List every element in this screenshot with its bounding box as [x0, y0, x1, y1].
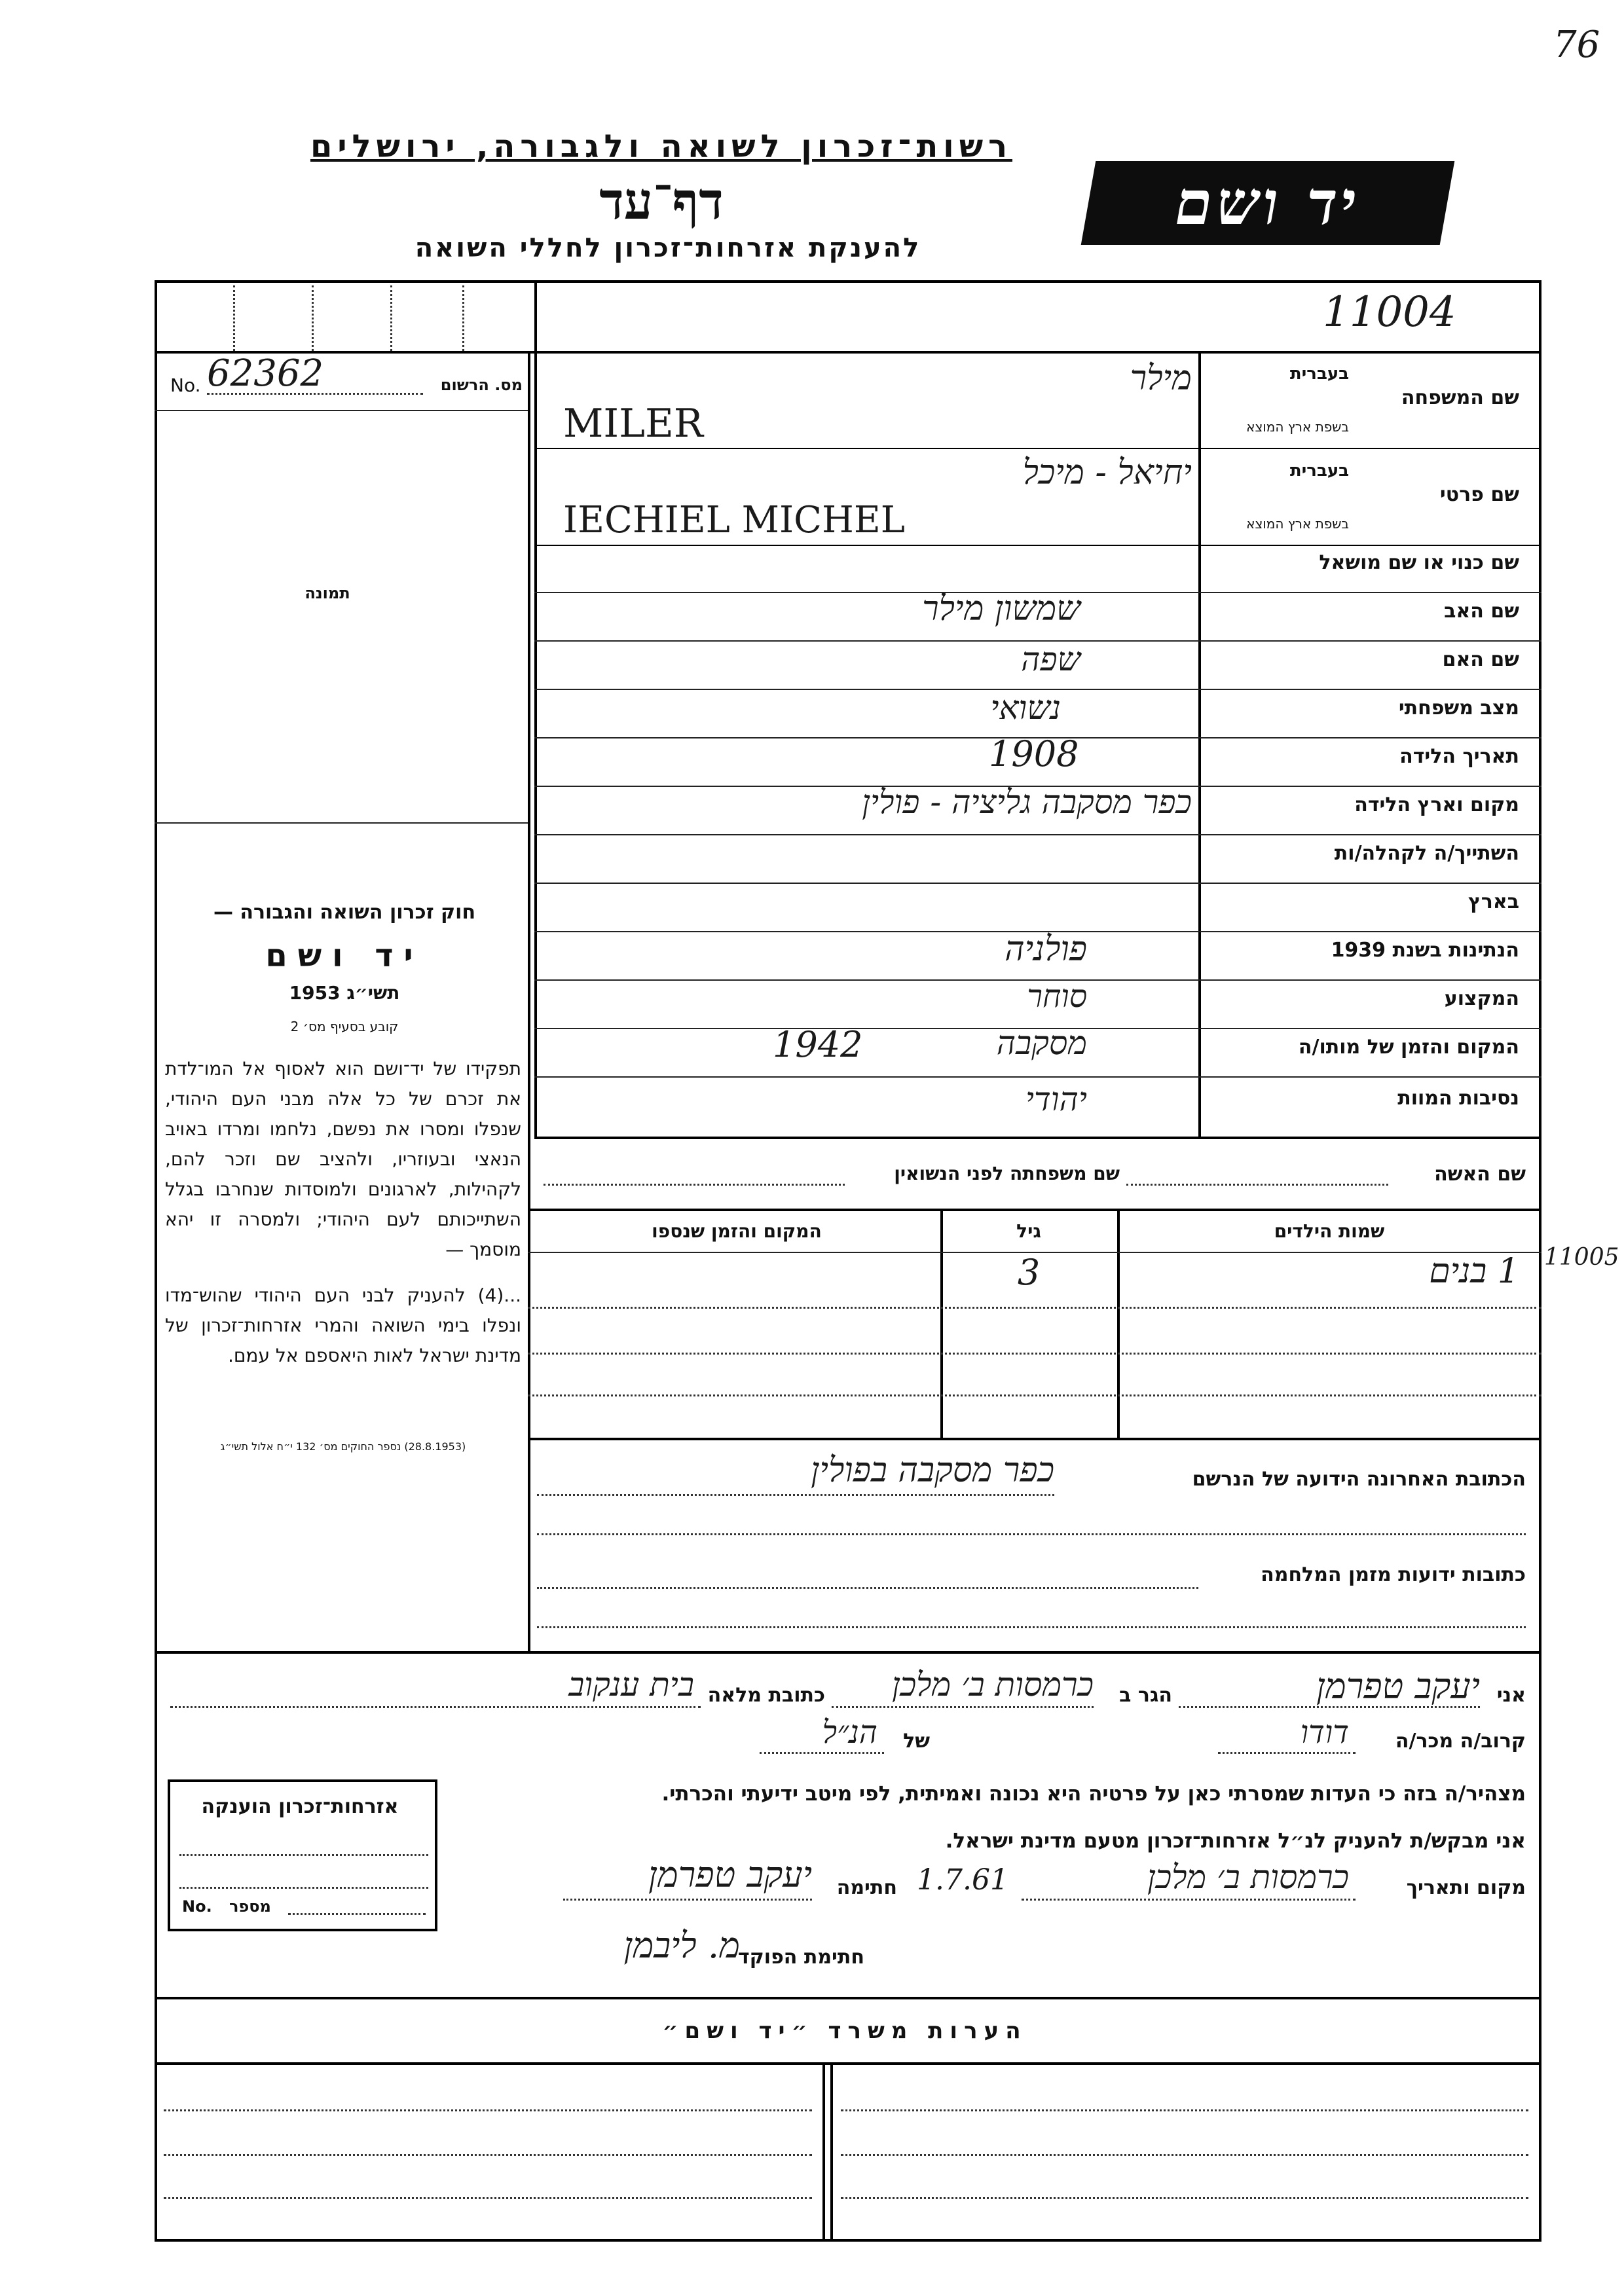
law-reference: (28.8.1953) נספר החוקים מס׳ 132 י״ח אלול תשי״ג [220, 1440, 466, 1453]
birth-date-label: תאריך הלידה [1399, 745, 1519, 768]
signature-label: חתימה [836, 1876, 897, 1899]
full-address-label: כתובת מלאה [707, 1684, 825, 1707]
family-name-native-value[interactable]: MILER [563, 401, 703, 446]
page-corner-number: 76 [1553, 24, 1600, 66]
death-circumstances-value[interactable]: יהודי [1025, 1080, 1087, 1118]
registration-label: מס. הרשום [440, 376, 523, 394]
place-date-label: מקום ותאריך [1406, 1876, 1526, 1899]
first-name-hebrew-value[interactable]: יחיאל - מיכל [1022, 453, 1192, 492]
law-year: תשי״ג 1953 [289, 982, 400, 1004]
relation-label: קרוב/ה מכר/ה [1395, 1730, 1526, 1753]
authority-heading: רשות־זכרון לשואה ולגבורה, ירושלים [310, 128, 1013, 165]
logo-text: יד ושם [1169, 168, 1367, 238]
declaration-line: מצהיר/ה בזה כי העדות שמסרתי כאן על פרטיה היא נכונה ואמיתית, לפי מיטב ידיעתי והכרתי. [661, 1782, 1526, 1806]
form-subtitle: להענקת אזרחות־זכרון לחללי השואה [415, 233, 921, 263]
of-value[interactable]: הנ״ל [822, 1714, 877, 1751]
law-name: יד ושם [265, 938, 424, 974]
mother-name-label: שם האם [1442, 648, 1519, 671]
citizenship-1939-value[interactable]: פולניה [1005, 930, 1087, 969]
birth-date-value[interactable]: 1908 [989, 733, 1079, 774]
family-name-native-sublabel: בשפת ארץ המוצא [1246, 419, 1349, 435]
form-title: דף־עד [599, 172, 724, 231]
family-name-hebrew-value[interactable]: מילר [1130, 359, 1192, 398]
profession-value[interactable]: סוחר [1027, 978, 1087, 1015]
relation-value[interactable]: דודו [1300, 1714, 1349, 1751]
children-names-header: שמות הילדים [1274, 1220, 1385, 1242]
registration-no-prefix: No. [170, 374, 201, 396]
death-year-value[interactable]: 1942 [773, 1024, 863, 1065]
citizenship-1939-label: הנתינות בשנת 1939 [1331, 939, 1519, 962]
declarant-i-label: אני [1496, 1684, 1526, 1707]
registration-number[interactable]: 62362 [207, 352, 324, 395]
father-name-value[interactable]: שמשון מילר [922, 589, 1080, 629]
birth-place-value[interactable]: כפר מסקבה גליציה - פולין [862, 783, 1192, 821]
in-country-label: בארץ [1467, 890, 1519, 913]
last-address-label: הכתובת האחרונה הידועה של הנרשם [1192, 1468, 1526, 1491]
father-name-label: שם האב [1444, 600, 1519, 623]
of-label: של [903, 1730, 930, 1753]
first-name-hebrew-sublabel: בעברית [1289, 461, 1349, 481]
date-value[interactable]: 1.7.61 [917, 1863, 1008, 1897]
mother-name-value[interactable]: שפה [1021, 640, 1080, 678]
first-name-label: שם פרטי [1439, 483, 1519, 506]
children-age-header: גיל [1016, 1220, 1041, 1242]
death-place-time-label: המקום והזמן של מותו/ה [1298, 1036, 1519, 1059]
birth-place-label: מקום וארץ הלידה [1354, 793, 1519, 816]
children-place-header: המקום והזמן שנספו [652, 1220, 822, 1242]
law-paragraph-2: ...(4) להעניק לבני העם היהודי שהוש־מדו ונפלו בימי השואה והמרי אזרחות־זכרון של מדינת ישראל לאות היאספם אל עמם. [165, 1285, 521, 1366]
request-line: אני מבקש/ת להעניק לנ״ל אזרחות־זכרון מטעם מדינת ישראל. [945, 1829, 1526, 1853]
top-handwritten-number: 11004 [1323, 288, 1456, 337]
signature-value[interactable]: יעקב טפרמן [648, 1854, 812, 1895]
full-address-value[interactable]: בית ענקוב [568, 1666, 694, 1704]
children-margin-number: 11005 [1544, 1244, 1619, 1271]
wife-name-label: שם האשה [1434, 1163, 1526, 1186]
communities-label: השתייך/ה לקהלה/ות [1334, 842, 1519, 865]
marital-status-label: מצב משפחתי [1398, 697, 1519, 720]
child-age-cell[interactable]: 3 [1017, 1252, 1041, 1293]
office-notes-title: הערות משרד ״יד ושם״ [662, 2018, 1027, 2044]
law-title: חוק זכרון השואה והגבורה — [213, 901, 476, 924]
resides-value[interactable]: כרמסות ב׳ מלכן [891, 1666, 1094, 1704]
citizenship-box-title: אזרחות־זכרון הוענקה [201, 1795, 399, 1818]
photo-label: תמונה [304, 584, 350, 602]
child-name-cell[interactable]: 1 בנים [1429, 1252, 1519, 1291]
first-name-native-value[interactable]: IECHIEL MICHEL [563, 499, 905, 541]
yad-vashem-logo [1081, 161, 1455, 245]
law-clause: קובע בסעיף מס׳ 2 [290, 1019, 399, 1034]
declarant-name-value[interactable]: יעקב טפרמן [1316, 1666, 1480, 1707]
family-name-hebrew-sublabel: בעברית [1289, 364, 1349, 384]
officer-signature-label: חתימת הפוקד [738, 1946, 864, 1969]
profession-label: המקצוע [1444, 987, 1519, 1010]
officer-signature-value[interactable]: מ. ליבמן [623, 1925, 740, 1966]
marital-status-value[interactable]: נשואי [990, 689, 1061, 727]
wartime-address-label: כתובות ידועות מזמן המלחמה [1261, 1563, 1526, 1586]
citizenship-box-no-label-he: מספר [229, 1897, 271, 1916]
last-address-value[interactable]: כפר מסקבה בפולין [811, 1451, 1054, 1490]
nickname-label: שם כנוי או שם מושאל [1319, 551, 1519, 574]
death-place-value[interactable]: מסקבה [996, 1024, 1087, 1062]
citizenship-box-no-label: No. [182, 1897, 212, 1916]
wife-maiden-name-label: שם משפחתה לפני הנשואין [894, 1163, 1120, 1184]
place-date-value[interactable]: כרמסות ב׳ מלכן [1147, 1858, 1349, 1896]
first-name-native-sublabel: בשפת ארץ המוצא [1246, 516, 1349, 532]
law-paragraph-1: תפקידו של יד־ושם הוא לאסוף אל המו־לדת את זכרם של כל אלה מבני העם היהודי, שנפלו ומסרו את נפשם, נלחמו ומרדו באויב הנאצי ובעוזריו, ולהציב שם וזכר להם, לקהילות, לארגונים ולמוסדות שנחרבו בגלל השתייכותם לעם היהודי; ולמסרה זו יהא מוסמך — [165, 1058, 521, 1260]
death-circumstances-label: נסיבות המוות [1397, 1087, 1519, 1110]
family-name-label: שם המשפחה [1401, 386, 1519, 409]
resides-label: הגר ב [1119, 1684, 1172, 1707]
citizenship-granted-box [168, 1779, 437, 1931]
